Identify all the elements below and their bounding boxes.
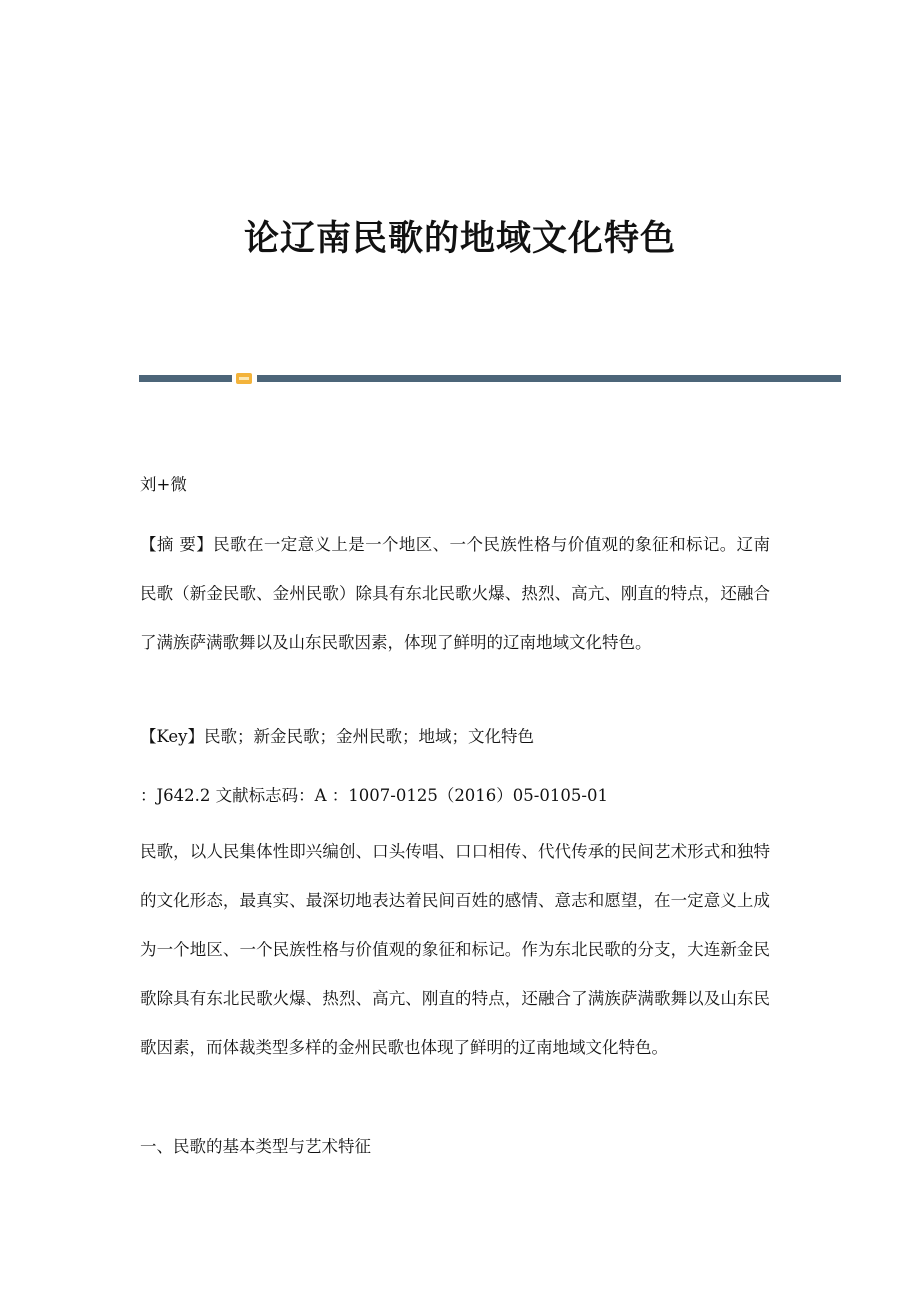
- divider-bar-right: [257, 375, 841, 382]
- keywords-line: 【Key】民歌；新金民歌；金州民歌；地域；文化特色: [140, 727, 534, 746]
- abstract-paragraph: 【摘 要】民歌在一定意义上是一个地区、一个民族性格与价值观的象征和标记。辽南民歌（新金民歌、金州民歌）除具有东北民歌火爆、热烈、高亢、刚直的特点，还融合了满族萨满歌舞以及山东民歌因素，体现了鲜明的辽南地域文化特色。: [140, 535, 770, 652]
- divider-bar-left: [139, 375, 232, 382]
- section-heading: 一、民歌的基本类型与艺术特征: [140, 1137, 371, 1156]
- body-paragraph: 民歌，以人民集体性即兴编创、口头传唱、口口相传、代代传承的民间艺术形式和独特的文化形态，最真实、最深切地表达着民间百姓的感情、意志和愿望，在一定意义上成为一个地区、一个民族性格与价值观的象征和标记。作为东北民歌的分支，大连新金民歌除具有东北民歌火爆、热烈、高亢、刚直的特点，还融合了满族萨满歌舞以及山东民歌因素，而体裁类型多样的金州民歌也体现了鲜明的辽南地域文化特色。: [140, 842, 770, 1057]
- document-title: 论辽南民歌的地域文化特色: [243, 218, 676, 259]
- divider-marker-icon: [236, 373, 252, 384]
- classification-line: ：J642.2 文献标志码：A ：1007-0125（2016）05-0105-01: [140, 786, 608, 805]
- author-name: 刘+微: [140, 475, 187, 494]
